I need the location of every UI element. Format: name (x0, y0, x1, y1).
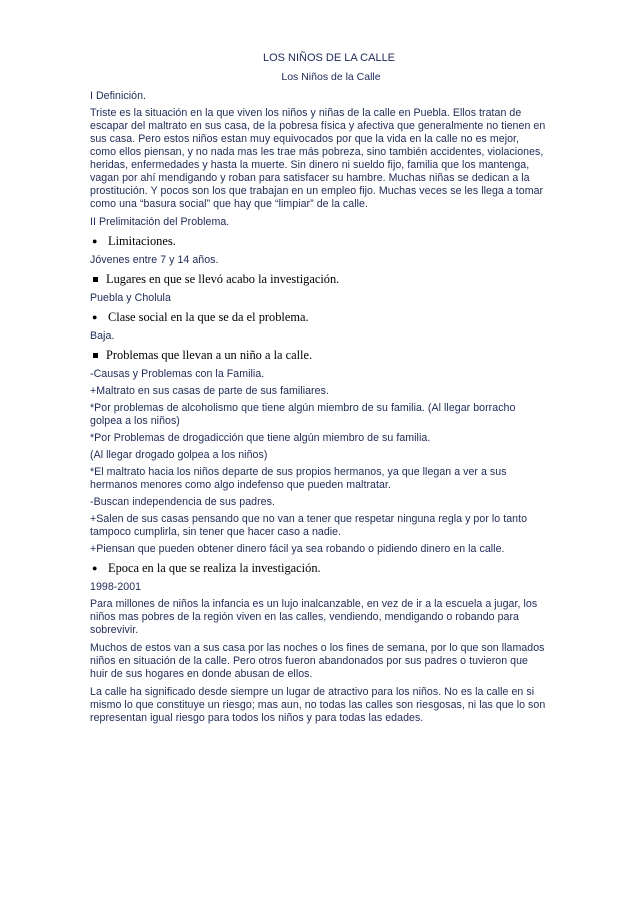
limitaciones-text: Jóvenes entre 7 y 14 años. (90, 254, 219, 266)
bullet-label: Problemas que llevan a un niño a la calle. (106, 348, 313, 362)
closing-paragraph: Muchos de estos van a sus casa por las noches o los fines de semana, por lo que son llamados niños en situación de la calle. Pero otros fueron abandonados por sus padres o tuvieron que huir de sus hogares en donde abusan de ellos. (90, 642, 545, 680)
bullet-label: Lugares en que se llevó acabo la investigación. (106, 272, 340, 286)
closing-paragraph: La calle ha significado desde siempre un lugar de atractivo para los niños. No es la calle en si mismo lo que constituye un riesgo; mas aun, no todas las calles son riesgosas, ni las que lo son representan igual riesgo para todos los niños y para todas las edades. (90, 686, 546, 724)
document-page (90, 52, 548, 730)
problema-item: *Por Problemas de drogadicción que tiene algún miembro de su familia. (90, 432, 431, 444)
closing-paragraph: Para millones de niños la infancia es un lujo inalcanzable, en vez de ir a la escuela a jugar, los niños mas pobres de la región viven en las calles, vendiendo, mendigando o robando para sobrevivir. (90, 598, 538, 636)
definition-paragraph: Triste es la situación en la que viven los niños y niñas de la calle en Puebla. Ellos tratan de escapar del maltrato en sus casa, de la pobresa física y afectiva que generalmente no tienen en sus casa. Pero estos niños estan muy equivocados por que la vida en la calle no es mejor, como ellos piensan, y no nada mas les trae más pobreza, sino también accidentes, violaciones, heridas, enfermedades y hasta la muerte. Sin dinero ni sueldo fijo, familia que los mantenga, vagan por ahí mendigando y roban para satisfacer su hambre. Muchas niñas se dedican a la prostitución. Y pocos son los que trabajan en un empleo fijo. Muchas veces se les llega a tomar como una “basura social” que hay que “limpiar” de la calle. (90, 107, 546, 210)
bullet-label: Clase social en la que se da el problema. (108, 310, 309, 324)
problema-item: +Maltrato en sus casas de parte de sus familiares. (90, 385, 329, 397)
document-subtitle: Los Niños de la Calle (281, 71, 381, 83)
bullet-limitaciones (90, 233, 548, 249)
bullet-clase-social (90, 309, 548, 325)
round-bullet-icon: ● (92, 312, 98, 322)
problema-item: *El maltrato hacia los niños departe de sus propios hermanos, ya que llegan a ver a sus hermanos menores como algo indefenso que pueden maltratar. (90, 466, 507, 491)
problema-item: +Salen de sus casas pensando que no van a tener que respetar ninguna regla y por lo tanto tampoco cumplirla, sin tener que hacer caso a nadie. (90, 513, 528, 538)
lugares-text: Puebla y Cholula (90, 292, 171, 304)
problema-item: *Por problemas de alcoholismo que tiene algún miembro de su familia. (Al llegar borracho golpea a los niños) (90, 402, 516, 427)
bullet-problemas (90, 347, 548, 363)
square-bullet-icon (93, 353, 98, 358)
round-bullet-icon: ● (92, 563, 98, 573)
bullet-label: Limitaciones. (108, 234, 176, 248)
section-heading-definicion: I Definición. (90, 90, 146, 102)
bullet-lugares (90, 271, 548, 287)
problema-item: -Causas y Problemas con la Familia. (90, 368, 265, 380)
bullet-label: Epoca en la que se realiza la investigación. (108, 561, 321, 575)
problema-item: +Piensan que pueden obtener dinero fácil ya sea robando o pidiendo dinero en la calle. (90, 543, 505, 555)
epoca-text: 1998-2001 (90, 581, 142, 593)
problema-item: (Al llegar drogado golpea a los niños) (90, 449, 268, 461)
clase-text: Baja. (90, 330, 115, 342)
section-heading-prelimitacion: II Prelimitación del Problema. (90, 216, 230, 228)
round-bullet-icon: ● (92, 236, 98, 246)
bullet-epoca (90, 560, 548, 576)
square-bullet-icon (93, 277, 98, 282)
document-title: LOS NIÑOS DE LA CALLE (262, 52, 396, 64)
problema-item: -Buscan independencia de sus padres. (90, 496, 275, 508)
